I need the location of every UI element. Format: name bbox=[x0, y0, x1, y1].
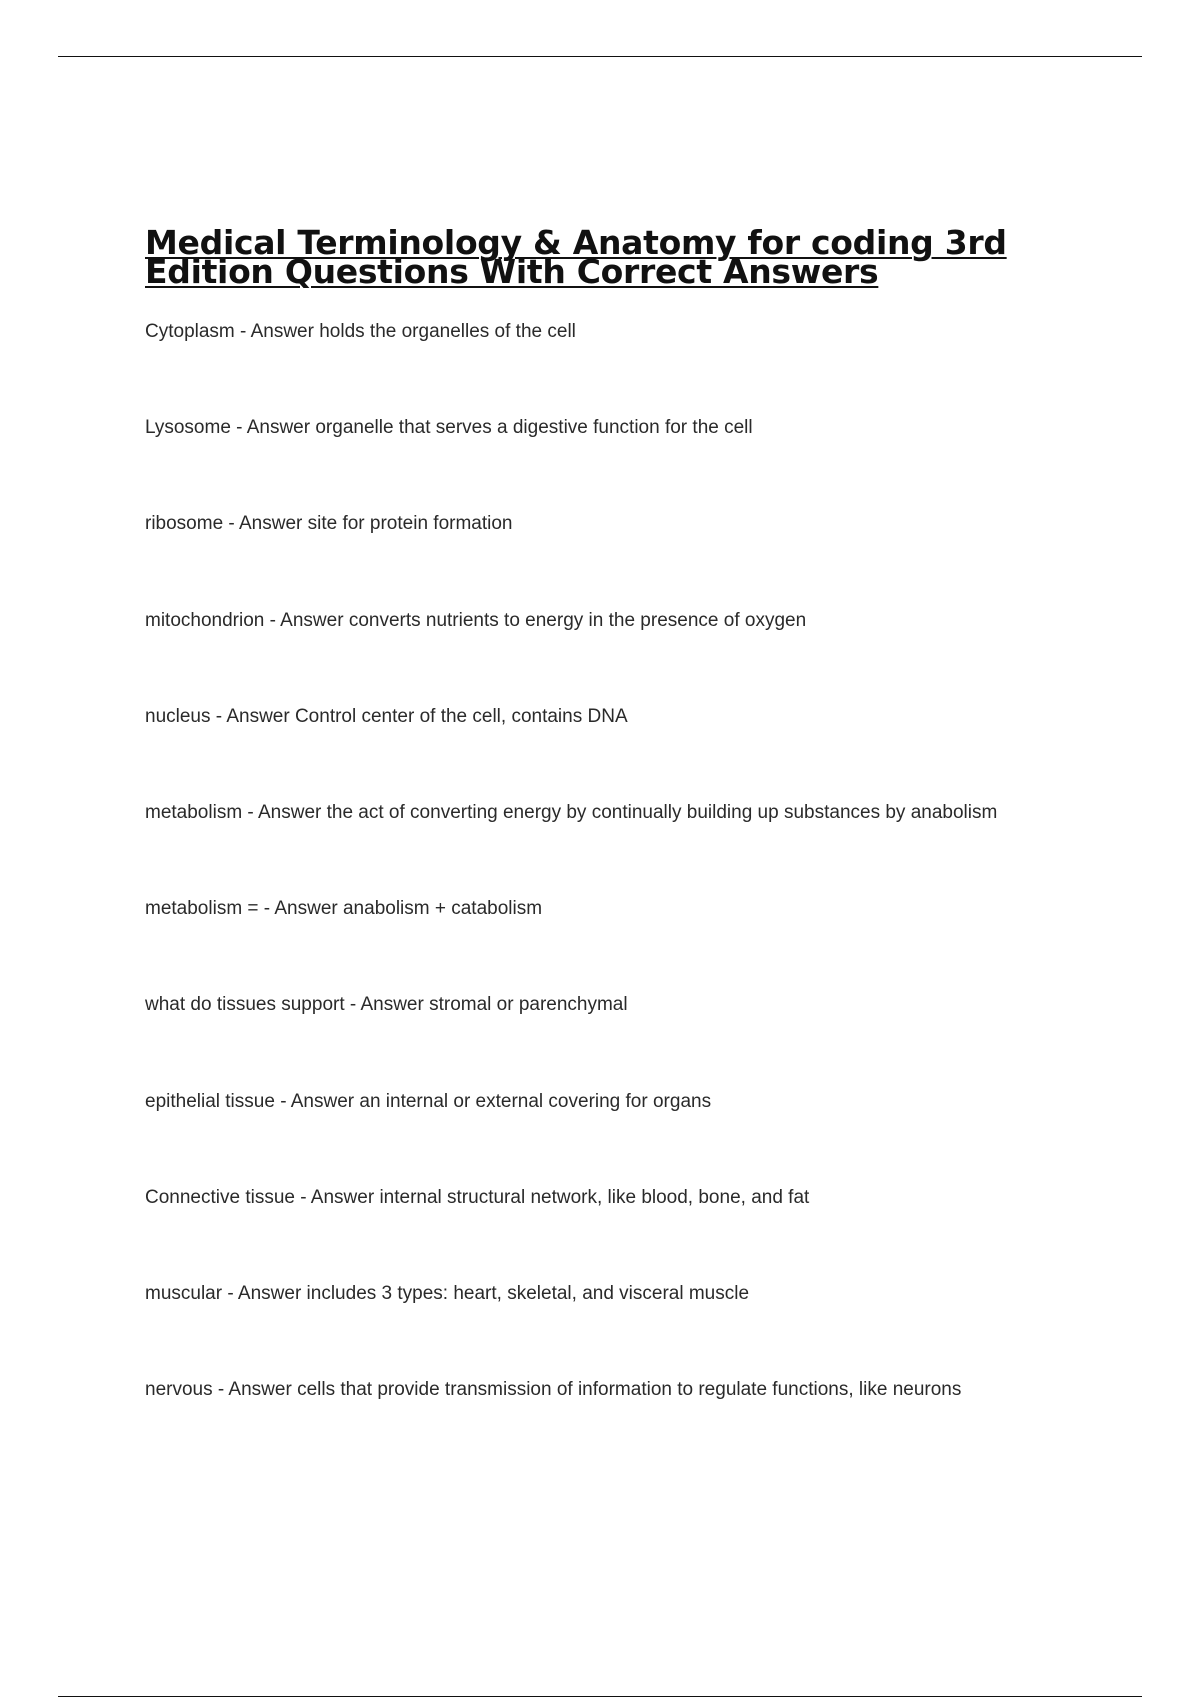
footer-rule bbox=[58, 1696, 1142, 1697]
qa-item: Cytoplasm - Answer holds the organelles of the cell bbox=[145, 321, 576, 342]
header-rule bbox=[58, 56, 1142, 57]
qa-item: nervous - Answer cells that provide transmission of information to regulate functions, like neurons bbox=[145, 1379, 962, 1401]
qa-item: muscular - Answer includes 3 types: heart, skeletal, and visceral muscle bbox=[145, 1282, 750, 1304]
qa-list bbox=[145, 320, 1105, 1474]
document-title: Medical Terminology & Anatomy for coding 3rd Edition Questions With Correct Answers bbox=[145, 223, 1007, 291]
qa-item: ribosome - Answer site for protein formation bbox=[145, 513, 513, 535]
qa-item: epithelial tissue - Answer an internal or external covering for organs bbox=[145, 1090, 712, 1112]
qa-item: metabolism = - Answer anabolism + catabolism bbox=[145, 898, 543, 920]
qa-item: what do tissues support - Answer stromal or parenchymal bbox=[145, 994, 628, 1016]
qa-item: nucleus - Answer Control center of the cell, contains DNA bbox=[145, 705, 628, 727]
qa-item: Lysosome - Answer organelle that serves a digestive function for the cell bbox=[145, 417, 753, 439]
qa-item: mitochondrion - Answer converts nutrients to energy in the presence of oxygen bbox=[145, 609, 807, 631]
qa-item: metabolism - Answer the act of converting energy by continually building up substances by anabolism bbox=[145, 801, 998, 823]
qa-item: Connective tissue - Answer internal structural network, like blood, bone, and fat bbox=[145, 1186, 810, 1208]
